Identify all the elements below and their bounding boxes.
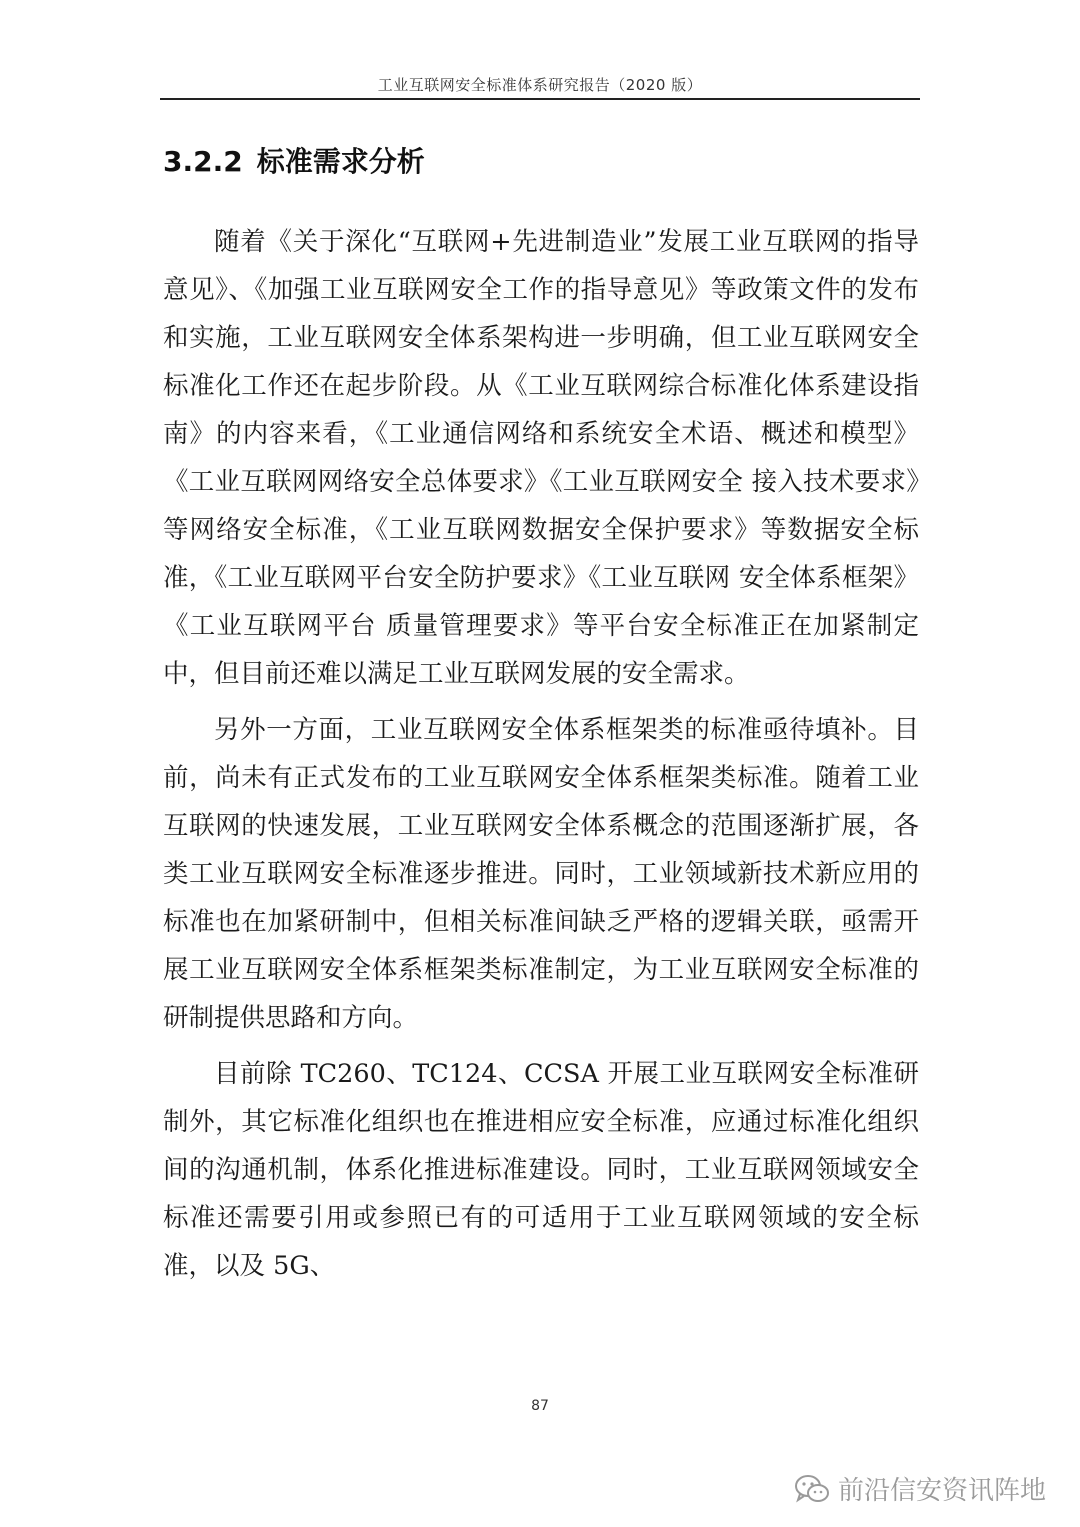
section-heading-text: 标准需求分析 xyxy=(256,145,425,178)
watermark xyxy=(794,1470,1046,1507)
header-rule xyxy=(160,98,920,100)
body-text xyxy=(163,218,919,1298)
section-number: 3.2.2 xyxy=(163,145,243,178)
paragraph: 另外一方面，工业互联网安全体系框架类的标准亟待填补。目前，尚未有正式发布的工业互联网安全体系框架类标准。随着工业互联网的快速发展，工业互联网安全体系概念的范围逐渐扩展，各类工业互联网安全标准逐步推进。同时，工业领域新技术新应用的标准也在加紧研制中，但相关标准间缺乏严格的逻辑关联，亟需开展工业互联网安全体系框架类标准制定，为工业互联网安全标准的研制提供思路和方向。 xyxy=(163,715,919,1033)
page-number: 87 xyxy=(531,1398,549,1414)
wechat-icon xyxy=(794,1474,830,1504)
section-title xyxy=(163,140,425,180)
running-header: 工业互联网安全标准体系研究报告（2020 版） xyxy=(377,76,703,94)
watermark-text: 前沿信安资讯阵地 xyxy=(837,1476,1046,1506)
paragraph: 目前除 TC260、TC124、CCSA 开展工业互联网安全标准研制外，其它标准化组织也在推进相应安全标准，应通过标准化组织间的沟通机制，体系化推进标准建设。同时，工业互联网领域安全标准还需要引用或参照已有的可适用于工业互联网领域的安全标准，以及 5G、 xyxy=(163,1059,919,1281)
paragraph: 随着《关于深化“互联网+先进制造业”发展工业互联网的指导意见》、《加强工业互联网安全工作的指导意见》等政策文件的发布和实施，工业互联网安全体系架构进一步明确，但工业互联网安全标准化工作还在起步阶段。从《工业互联网综合标准化体系建设指南》的内容来看，《工业通信网络和系统安全术语、概述和模型》《工业互联网网络安全总体要求》《工业互联网安全 接入技术要求》等网络安全标准，《工业互联网数据安全保护要求》等数据安全标准，《工业互联网平台安全防护要求》《工业互联网 安全体系框架》《工业互联网平台 质量管理要求》等平台安全标准正在加紧制定中，但目前还难以满足工业互联网发展的安全需求。 xyxy=(163,227,919,689)
